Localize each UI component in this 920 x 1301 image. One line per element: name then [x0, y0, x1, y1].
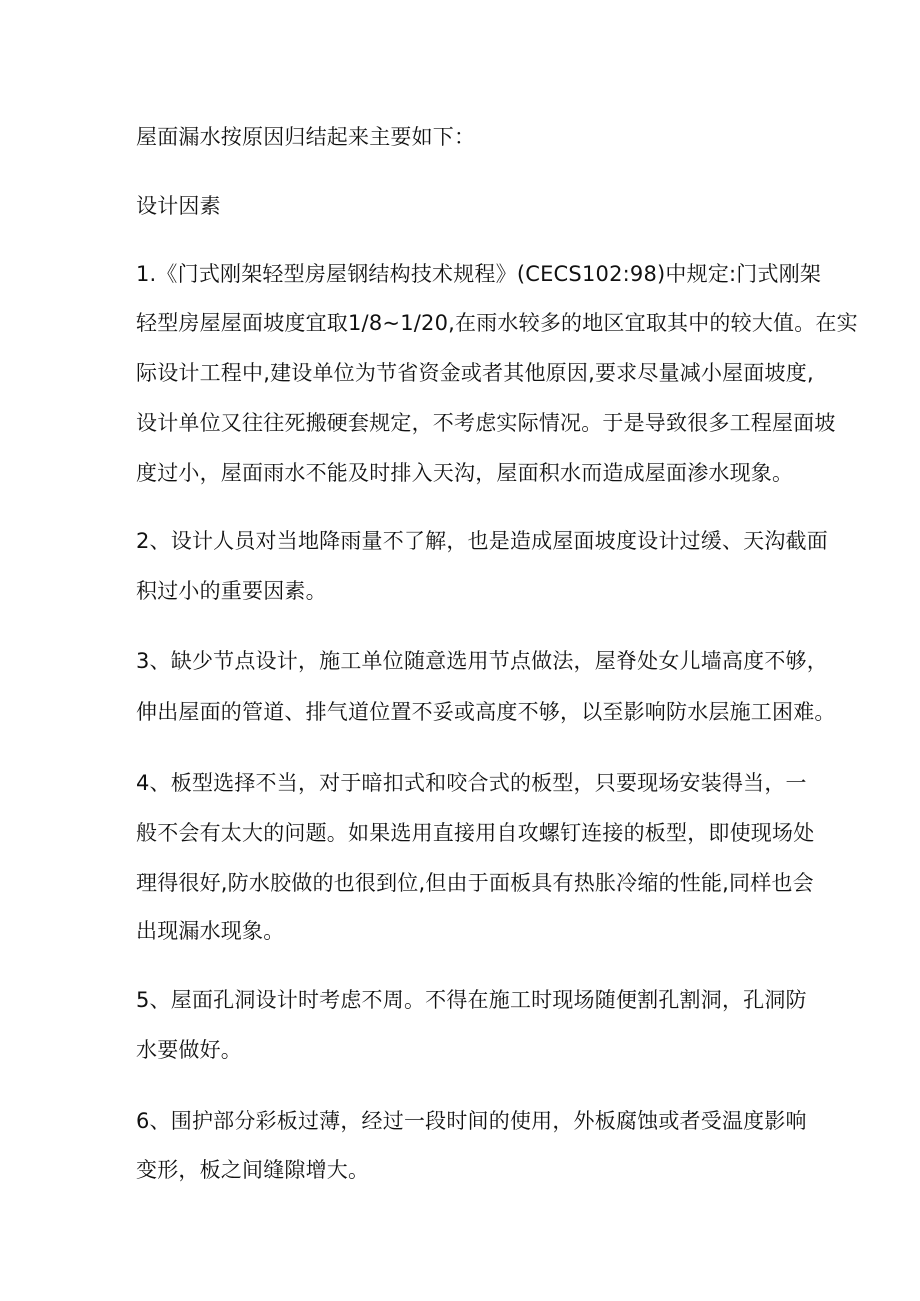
item-4-line-4: 出现漏水现象。 [136, 919, 285, 943]
item-5-line-2: 水要做好。 [136, 1038, 242, 1062]
item-1-line-3: 际设计工程中,建设单位为节省资金或者其他原因,要求尽量减小屋面坡度, [136, 361, 814, 385]
item-5-line-1: 5、屋面孔洞设计时考虑不周。不得在施工时现场随便割孔割洞，孔洞防 [136, 988, 807, 1012]
item-3-line-2: 伸出屋面的管道、排气道位置不妥或高度不够，以至影响防水层施工困难。 [136, 700, 836, 724]
intro-text: 屋面漏水按原因归结起来主要如下： [136, 125, 476, 149]
section-title: 设计因素 [136, 194, 221, 218]
item-1-line-2: 轻型房屋屋面坡度宜取1/8~1/20,在雨水较多的地区宜取其中的较大值。在实 [136, 311, 858, 335]
item-4-line-2: 般不会有太大的问题。如果选用直接用自攻螺钉连接的板型，即使现场处 [136, 821, 815, 845]
item-4-line-1: 4、板型选择不当，对于暗扣式和咬合式的板型，只要现场安装得当，一 [136, 771, 807, 795]
item-1-line-4: 设计单位又往往死搬硬套规定，不考虑实际情况。于是导致很多工程屋面坡 [136, 411, 836, 435]
item-2-line-2: 积过小的重要因素。 [136, 579, 327, 603]
item-1-line-1: 1.《门式刚架轻型房屋钢结构技术规程》(CECS102:98)中规定:门式刚架 [136, 262, 822, 286]
item-6-line-1: 6、围护部分彩板过薄，经过一段时间的使用，外板腐蚀或者受温度影响 [136, 1109, 807, 1133]
item-3-line-1: 3、缺少节点设计，施工单位随意选用节点做法，屋脊处女儿墙高度不够， [136, 649, 828, 673]
item-1-line-5: 度过小，屋面雨水不能及时排入天沟，屋面积水而造成屋面渗水现象。 [136, 461, 794, 485]
item-6-line-2: 变形，板之间缝隙增大。 [136, 1158, 370, 1182]
item-4-line-3: 理得很好,防水胶做的也很到位,但由于面板具有热胀冷缩的性能,同样也会 [136, 871, 814, 895]
item-2-line-1: 2、设计人员对当地降雨量不了解，也是造成屋面坡度设计过缓、天沟截面 [136, 529, 828, 553]
